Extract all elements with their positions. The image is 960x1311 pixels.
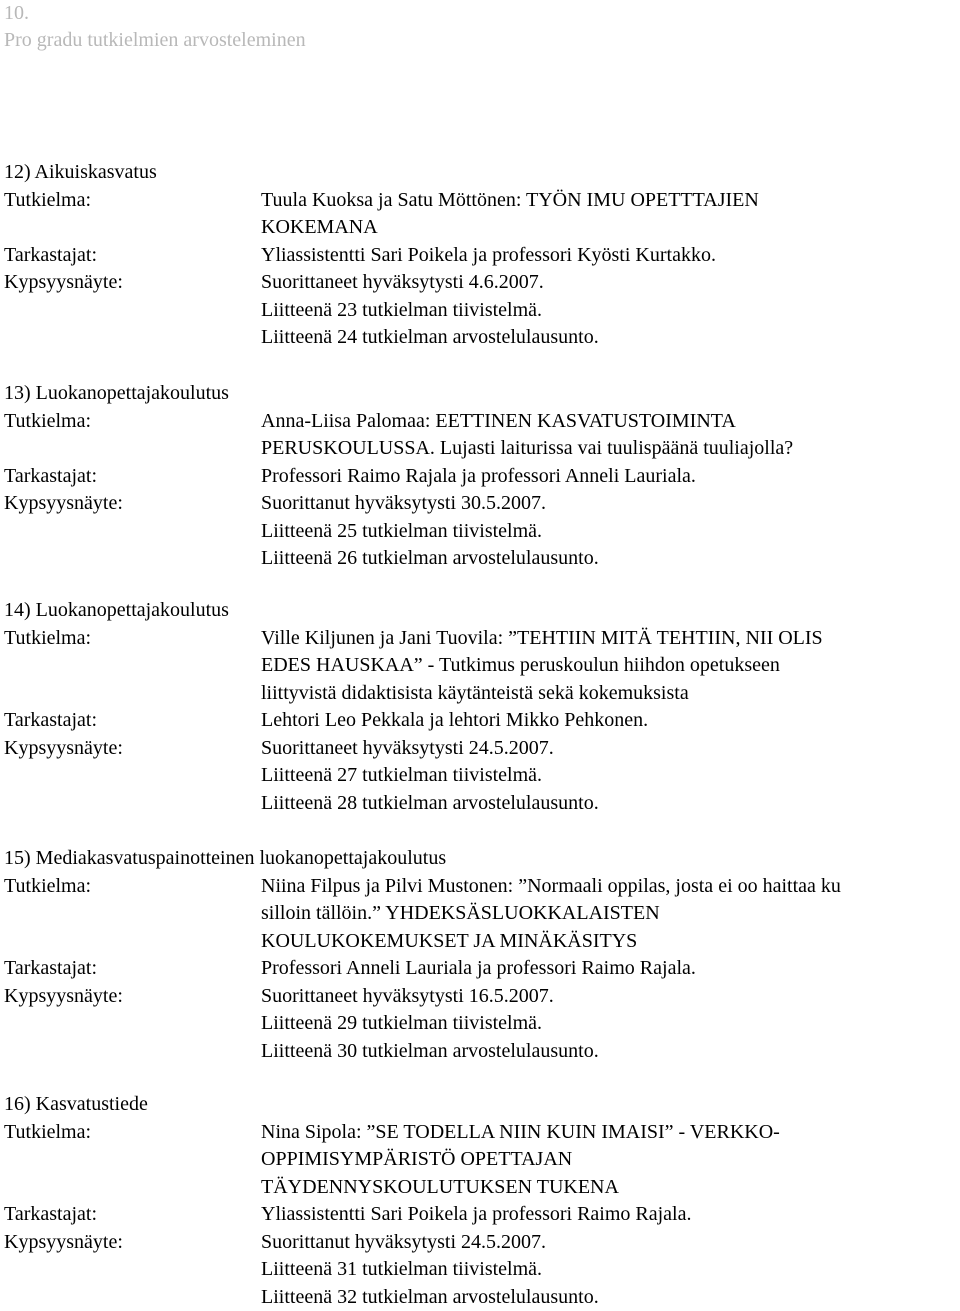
kypsyysnayte-label: Kypsyysnäyte:: [4, 983, 261, 1066]
tutkielma-line: PERUSKOULUSSA. Lujasti laiturissa vai tuulispäänä tuuliajolla?: [261, 435, 960, 463]
tarkastajat-line: Professori Raimo Rajala ja professori Anneli Lauriala.: [261, 463, 960, 491]
section-title: 13) Luokanopettajakoulutus: [4, 380, 960, 408]
page-number: 10.: [4, 0, 306, 27]
kypsyysnayte-label: Kypsyysnäyte:: [4, 490, 261, 573]
section-12: [4, 159, 960, 352]
attachment-line: Liitteenä 32 tutkielman arvostelulausunto.: [261, 1284, 960, 1311]
attachment-line: Liitteenä 23 tutkielman tiivistelmä.: [261, 297, 960, 325]
kypsyysnayte-line: Suorittanut hyväksytysti 24.5.2007.: [261, 1229, 960, 1257]
kypsyysnayte-row: [4, 735, 960, 818]
attachment-line: Liitteenä 26 tutkielman arvostelulausunto.: [261, 545, 960, 573]
tutkielma-row: [4, 1119, 960, 1202]
tutkielma-line: Niina Filpus ja Pilvi Mustonen: ”Normaali oppilas, josta ei oo haittaa ku: [261, 873, 960, 901]
tarkastajat-row: [4, 707, 960, 735]
attachment-line: Liitteenä 24 tutkielman arvostelulausunto.: [261, 324, 960, 352]
tarkastajat-label: Tarkastajat:: [4, 955, 261, 983]
tutkielma-line: liittyvistä didaktisista käytänteistä sekä kokemuksista: [261, 680, 960, 708]
attachment-line: Liitteenä 25 tutkielman tiivistelmä.: [261, 518, 960, 546]
tarkastajat-label: Tarkastajat:: [4, 242, 261, 270]
kypsyysnayte-row: [4, 490, 960, 573]
tutkielma-line: TÄYDENNYSKOULUTUKSEN TUKENA: [261, 1174, 960, 1202]
tutkielma-line: KOKEMANA: [261, 214, 960, 242]
tarkastajat-row: [4, 1201, 960, 1229]
section-14: [4, 597, 960, 817]
kypsyysnayte-label: Kypsyysnäyte:: [4, 735, 261, 818]
tutkielma-line: silloin tällöin.” YHDEKSÄSLUOKKALAISTEN: [261, 900, 960, 928]
attachment-line: Liitteenä 29 tutkielman tiivistelmä.: [261, 1010, 960, 1038]
attachment-line: Liitteenä 28 tutkielman arvostelulausunto.: [261, 790, 960, 818]
tutkielma-row: [4, 187, 960, 242]
kypsyysnayte-line: Suorittaneet hyväksytysti 16.5.2007.: [261, 983, 960, 1011]
tutkielma-line: OPPIMISYMPÄRISTÖ OPETTAJAN: [261, 1146, 960, 1174]
tutkielma-line: Tuula Kuoksa ja Satu Möttönen: TYÖN IMU OPETTTAJIEN: [261, 187, 960, 215]
page-header: [4, 0, 306, 54]
tarkastajat-label: Tarkastajat:: [4, 1201, 261, 1229]
kypsyysnayte-label: Kypsyysnäyte:: [4, 1229, 261, 1311]
tarkastajat-line: Yliassistentti Sari Poikela ja professori Raimo Rajala.: [261, 1201, 960, 1229]
section-title: 14) Luokanopettajakoulutus: [4, 597, 960, 625]
tutkielma-line: Ville Kiljunen ja Jani Tuovila: ”TEHTIIN MITÄ TEHTIIN, NII OLIS: [261, 625, 960, 653]
tarkastajat-line: Professori Anneli Lauriala ja professori Raimo Rajala.: [261, 955, 960, 983]
section-title: 15) Mediakasvatuspainotteinen luokanopettajakoulutus: [4, 845, 960, 873]
kypsyysnayte-row: [4, 983, 960, 1066]
tutkielma-label: Tutkielma:: [4, 408, 261, 463]
tarkastajat-row: [4, 242, 960, 270]
tutkielma-line: Nina Sipola: ”SE TODELLA NIIN KUIN IMAISI” - VERKKO-: [261, 1119, 960, 1147]
section-title: 16) Kasvatustiede: [4, 1091, 960, 1119]
tutkielma-line: EDES HAUSKAA” - Tutkimus peruskoulun hiihdon opetukseen: [261, 652, 960, 680]
section-title: 12) Aikuiskasvatus: [4, 159, 960, 187]
attachment-line: Liitteenä 31 tutkielman tiivistelmä.: [261, 1256, 960, 1284]
tutkielma-row: [4, 625, 960, 708]
tutkielma-line: Anna-Liisa Palomaa: EETTINEN KASVATUSTOIMINTA: [261, 408, 960, 436]
kypsyysnayte-label: Kypsyysnäyte:: [4, 269, 261, 352]
tutkielma-label: Tutkielma:: [4, 873, 261, 956]
tutkielma-label: Tutkielma:: [4, 1119, 261, 1202]
tutkielma-line: KOULUKOKEMUKSET JA MINÄKÄSITYS: [261, 928, 960, 956]
tutkielma-label: Tutkielma:: [4, 625, 261, 708]
tarkastajat-row: [4, 463, 960, 491]
tutkielma-row: [4, 408, 960, 463]
tarkastajat-label: Tarkastajat:: [4, 463, 261, 491]
tutkielma-row: [4, 873, 960, 956]
section-16: [4, 1091, 960, 1311]
tarkastajat-line: Yliassistentti Sari Poikela ja professori Kyösti Kurtakko.: [261, 242, 960, 270]
section-15: [4, 845, 960, 1065]
tutkielma-label: Tutkielma:: [4, 187, 261, 242]
page-title: Pro gradu tutkielmien arvosteleminen: [4, 27, 306, 54]
attachment-line: Liitteenä 30 tutkielman arvostelulausunto.: [261, 1038, 960, 1066]
tarkastajat-row: [4, 955, 960, 983]
attachment-line: Liitteenä 27 tutkielman tiivistelmä.: [261, 762, 960, 790]
kypsyysnayte-line: Suorittanut hyväksytysti 30.5.2007.: [261, 490, 960, 518]
kypsyysnayte-line: Suorittaneet hyväksytysti 4.6.2007.: [261, 269, 960, 297]
kypsyysnayte-line: Suorittaneet hyväksytysti 24.5.2007.: [261, 735, 960, 763]
kypsyysnayte-row: [4, 1229, 960, 1311]
section-13: [4, 380, 960, 573]
tarkastajat-label: Tarkastajat:: [4, 707, 261, 735]
kypsyysnayte-row: [4, 269, 960, 352]
tarkastajat-line: Lehtori Leo Pekkala ja lehtori Mikko Pehkonen.: [261, 707, 960, 735]
